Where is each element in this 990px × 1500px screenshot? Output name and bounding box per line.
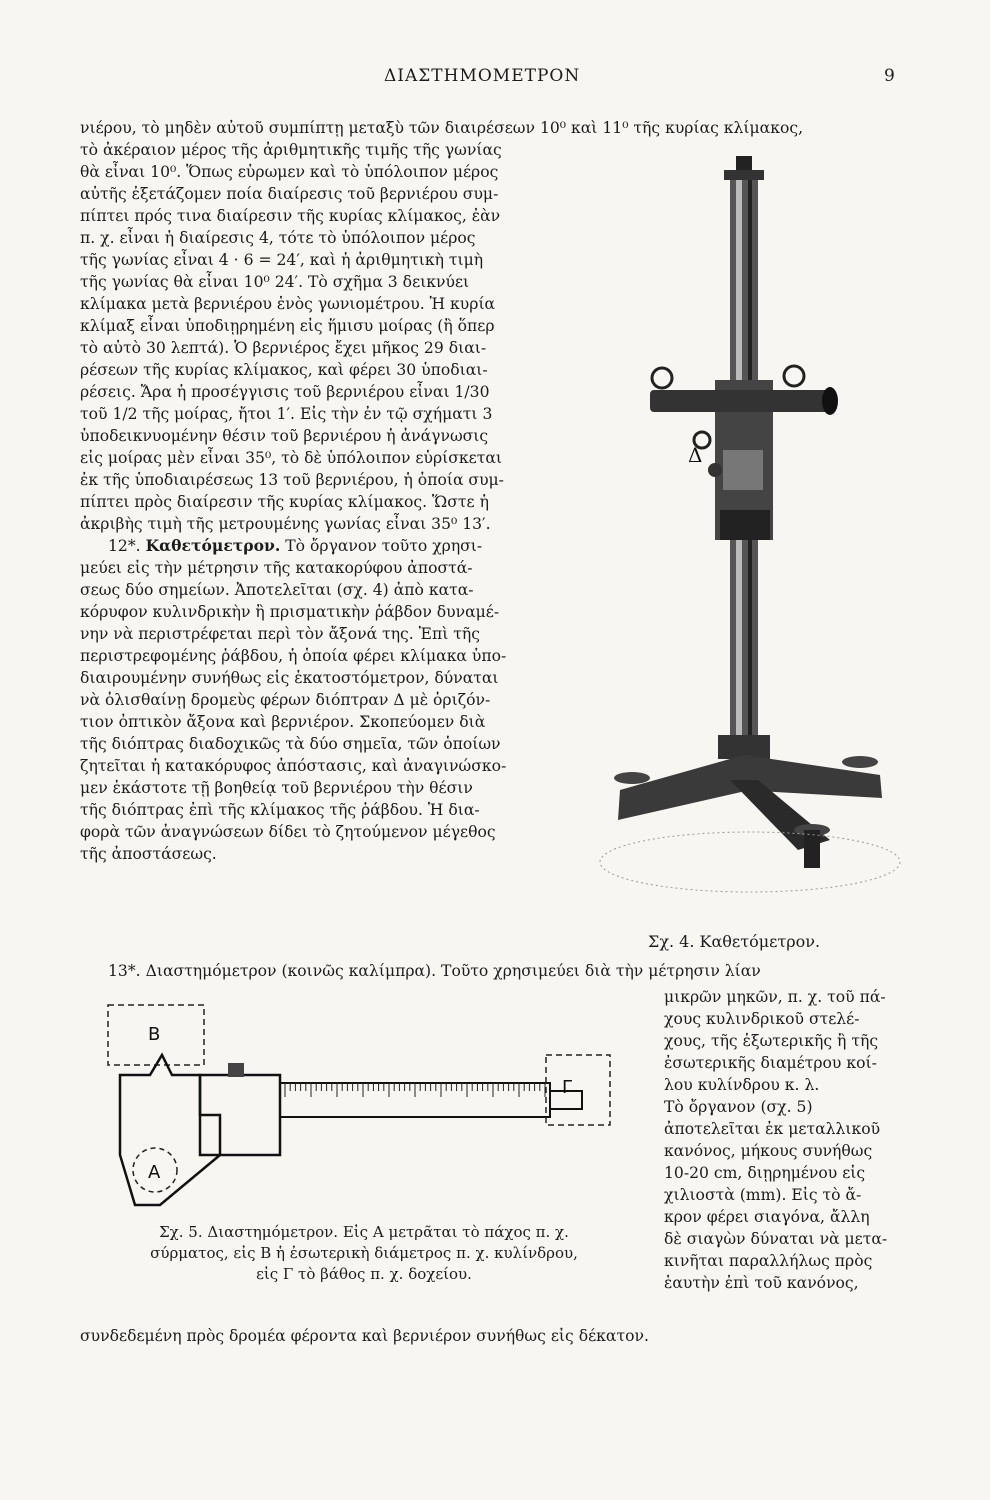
text-line: ὑποδεικνυομένην θέσιν τοῦ βερνιέρου ἡ ἀνάγνωσις [80,427,489,445]
lower-clamp [720,510,770,540]
section-13-heading [108,960,761,982]
figure-4-caption: Σχ. 4. Καθετόμετρον. [648,932,821,951]
floor-shadow [600,832,900,892]
label-delta: Δ [688,443,703,467]
text-line: κρον φέρει σιαγόνα, ἄλλη [664,1208,870,1226]
label-a: Α [148,1162,161,1183]
text-line: μικρῶν μηκῶν, π. χ. τοῦ πά- [664,988,886,1006]
telescope-tube [650,390,830,412]
text-line: τῆς διόπτρας ἐπὶ τῆς κλίμακος τῆς ῥάβδου. Ἡ δια- [80,801,480,819]
text-line: 10-20 cm, διῃρημένου εἰς [664,1164,866,1182]
section-number: 12*. [108,537,141,555]
text-line: χους κυλινδρικοῦ στελέ- [664,1010,860,1028]
cathetometer-figure [590,150,910,920]
text-line: π. χ. εἶναι ἡ διαίρεσις 4, τότε τὸ ὑπόλοιπον μέρος [80,229,476,247]
text-line: περιστρεφομένης ῥάβδου, ἡ ὁποία φέρει κλίμακα ὑπο- [80,647,507,665]
text-line: ζητεῖται ἡ κατακόρυφος ἀπόστασις, καὶ ἀναγινώσκο- [80,757,507,775]
level-dial-right [784,366,804,386]
section-title: Καθετόμετρον. [145,536,281,555]
section-intro: (κοινῶς καλίμπρα). Τοῦτο χρησιμεύει διὰ τὴν μέτρησιν λίαν [281,962,761,980]
thumb-screw [228,1063,244,1077]
leveling-screw-right [842,756,878,768]
scale-ticks [285,1083,545,1097]
level-dial-left [652,368,672,388]
text-line: φορὰ τῶν ἀναγνώσεων δίδει τὸ ζητούμενον μέγεθος [80,823,496,841]
text-line: τῆς διόπτρας διαδοχικῶς τὰ δύο σημεῖα, τῶν ὁποίων [80,735,501,753]
text-line: σεως δύο σημείων. Ἀποτελεῖται (σχ. 4) ἀπὸ κατα- [80,581,474,599]
figure-5-caption [104,1222,624,1285]
text-line: ἀποτελεῖται ἐκ μεταλλικοῦ [664,1120,881,1138]
text-line: νὰ ὀλισθαίνῃ δρομεὺς φέρων διόπτραν Δ μὲ ὁριζόν- [80,691,491,709]
text-line: ρέσεων τῆς κυρίας κλίμακος, καὶ φέρει 30 ὑποδιαι- [80,361,488,379]
text-line: ρέσεις. Ἄρα ἡ προσέγγισις τοῦ βερνιέρου εἶναι 1/30 [80,383,490,401]
column-head [724,170,764,180]
text-line: τοῦ 1/2 τῆς μοίρας, ἤτοι 1′. Εἰς τὴν ἐν τῷ σχήματι 3 [80,405,493,423]
text-line: κανόνος, μήκους συνήθως [664,1142,873,1160]
text-line: χους, τῆς ἐξωτερικῆς ἢ τῆς [664,1032,879,1050]
column-left-text [80,139,504,535]
section-intro: Τὸ ὄργανον τοῦτο χρησι- [285,537,483,555]
caption-line: Σχ. 5. Διαστημόμετρον. Εἰς Α μετρᾶται τὸ πάχος π. χ. [159,1223,569,1241]
running-title: ΔΙΑΣΤΗΜΟΜΕΤΡΟΝ [384,66,581,86]
text-line: κλίμακα μετὰ βερνιέρου ἑνὸς γωνιομέτρου. Ἡ κυρία [80,295,496,313]
first-line [80,117,803,139]
text-line: τὸ αὐτὸ 30 λεπτά). Ὁ βερνιέρος ἔχει μῆκος 29 διαι- [80,339,487,357]
telescope-objective [822,387,838,415]
text-line: ἐκ τῆς ὑποδιαιρέσεως 13 τοῦ βερνιέρου, ἡ ὁποία συμ- [80,471,504,489]
text-line: κλίμαξ εἶναι ὑποδιῃρημένη εἰς ἥμισυ μοίρας (ἢ ὅπερ [80,317,495,335]
text-line: τῆς γωνίας θὰ εἶναι 10⁰ 24′. Τὸ σχῆμα 3 δεικνύει [80,273,470,291]
text-line: νιέρου, τὸ μηδὲν αὐτοῦ συμπίπτῃ μεταξὺ τῶν διαιρέσεων 10⁰ καὶ 11⁰ τῆς κυρίας κλίμακος, [80,119,804,137]
text-line: κόρυφον κυλινδρικὴν ἢ πρισματικὴν ῥάβδον δυναμέ- [80,603,500,621]
text-line: τῆς ἀποστάσεως. [80,845,217,863]
text-line: μεν ἑκάστοτε τῇ βοηθείᾳ τοῦ βερνιέρου τὴν θέσιν [80,779,473,797]
text-line: τῆς γωνίας εἶναι 4 · 6 = 24′, καὶ ἡ ἀριθμητικὴ τιμὴ [80,251,484,269]
text-line: μεύει εἰς τὴν μέτρησιν τῆς κατακορύφου ἀποστά- [80,559,473,577]
last-line [80,1325,649,1347]
section-number: 13*. [108,962,141,980]
page-header [0,66,990,96]
section-12-text [80,557,506,865]
text-line: πίπτει πρός τινα διαίρεσιν τῆς κυρίας κλίμακος, ἐὰν [80,207,501,225]
column-cap [736,156,752,170]
text-line: διαιρουμένην συνήθως εἰς ἑκατοστόμετρον, δύναται [80,669,499,687]
text-line: λου κυλίνδρου κ. λ. [664,1076,820,1094]
caption-line: σύρματος, εἰς Β ἡ ἐσωτερικὴ διάμετρος π. χ. κυλίνδρου, [150,1244,578,1262]
text-line: πίπτει πρὸς διαίρεσιν τῆς κυρίας κλίμακος. Ὥστε ἡ [80,493,489,511]
label-g: Γ [562,1077,573,1098]
text-line: ἀκριβὴς τιμὴ τῆς μετρουμένης γωνίας εἶναι 35⁰ 13′. [80,515,491,533]
text-line: νην νὰ περιστρέφεται περὶ τὸν ἄξονά της. Ἐπὶ τῆς [80,625,481,643]
section-title: Διαστημόμετρον [145,962,277,980]
column-right-text [664,986,887,1294]
text-line: Τὸ ὄργανον (σχ. 5) [664,1098,813,1116]
clamp-knob [708,463,722,477]
text-line: θὰ εἶναι 10⁰. Ὅπως εὑρωμεν καὶ τὸ ὑπόλοιπον μέρος [80,163,499,181]
page-number: 9 [884,66,895,86]
tripod-leg-left [618,755,750,820]
text-line: τιον ὀπτικὸν ἄξονα καὶ βερνιέρον. Σκοπεύομεν διὰ [80,713,486,731]
carriage-plate [723,450,763,490]
text-line: αὐτῆς ἐξετάζομεν ποία διαίρεσις τοῦ βερνιέρου συμ- [80,185,499,203]
text-line: κινῆται παραλλήλως πρὸς [664,1252,873,1270]
text-line: ἑαυτὴν ἐπὶ τοῦ κανόνος, [664,1274,859,1292]
text-line: δὲ σιαγὼν δύναται νὰ μετα- [664,1230,888,1248]
section-12-heading [108,535,482,557]
fixed-jaw [120,1055,220,1205]
text-line: συνδεδεμένη πρὸς δρομέα φέροντα καὶ βερνιέρον συνήθως εἰς δέκατον. [80,1327,649,1345]
label-b: Β [148,1024,161,1045]
text-line: τὸ ἀκέραιον μέρος τῆς ἀριθμητικῆς τιμῆς τῆς γωνίας [80,141,502,159]
text-line: χιλιοστὰ (mm). Εἰς τὸ ἄ- [664,1186,862,1204]
caption-line: εἰς Γ τὸ βάθος π. χ. δοχείου. [256,1265,472,1283]
caliper-figure [100,995,620,1215]
text-line: εἰς μοίρας μὲν εἶναι 35⁰, τὸ δὲ ὑπόλοιπον εὑρίσκεται [80,449,502,467]
text-line: ἐσωτερικῆς διαμέτρου κοί- [664,1054,877,1072]
leveling-screw-left [614,772,650,784]
